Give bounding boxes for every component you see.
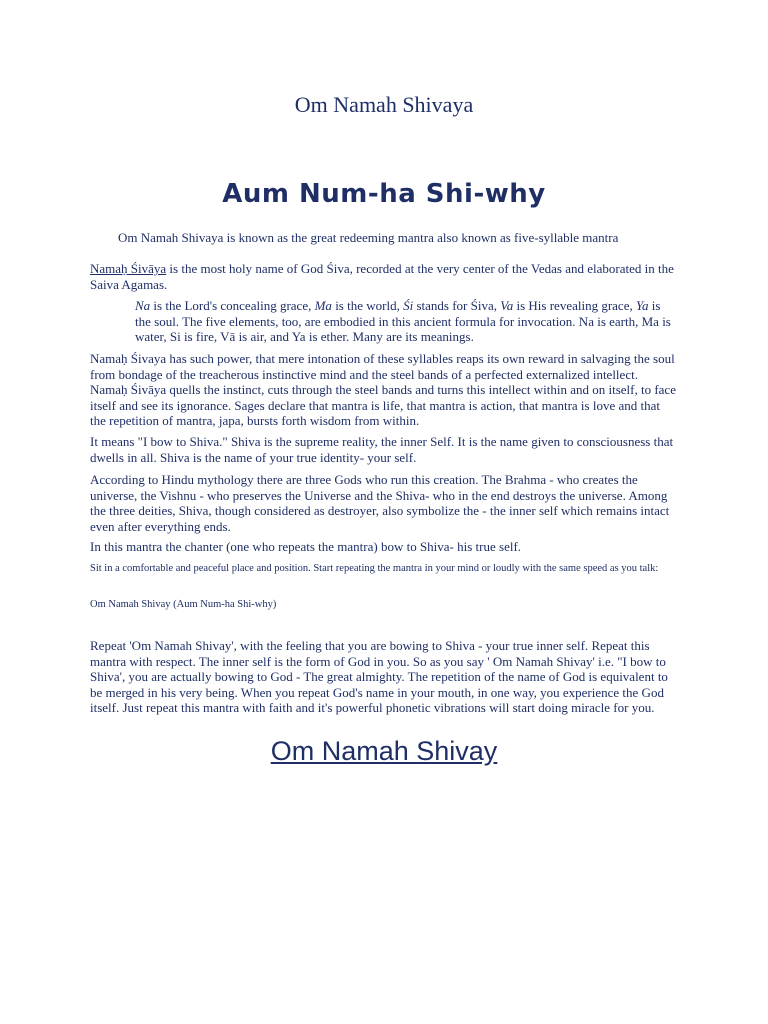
paragraph-namah-sivaya (90, 261, 676, 292)
paragraph-syllables (135, 298, 675, 345)
page-subtitle: Aum Num-ha Shi-why (222, 179, 546, 209)
paragraph-text: is the world, (331, 298, 404, 313)
paragraph-instructions: Sit in a comfortable and peaceful place and position. Start repeating the mantra in your mind or loudly with the same speed as you talk: (90, 563, 659, 574)
syllable-si: Śi (403, 298, 414, 313)
intro-text: Om Namah Shivaya is known as the great redeeming mantra also known as five-syllable mantra (118, 230, 619, 245)
paragraph-text: is the most holy name of God Śiva, recorded at the very center of the Vedas and elaborated in the Saiva Agamas. (90, 261, 674, 292)
paragraph-chanter: In this mantra the chanter (one who repeats the mantra) bow to Shiva- his true self. (90, 539, 522, 554)
syllable-ya: Ya (635, 298, 649, 313)
paragraph-text: is His revealing grace, (513, 298, 636, 313)
namah-sivaya-link[interactable]: Namaḥ Śivāya (90, 261, 167, 276)
paragraph-meaning: It means "I bow to Shiva." Shiva is the supreme reality, the inner Self. It is the name given to consciousness that dwells in all. Shiva is the name of your true identity- your self. (90, 434, 674, 465)
page-title: Om Namah Shivaya (294, 92, 474, 117)
syllable-na: Na (135, 298, 151, 313)
paragraph-text: stands for Śiva, (413, 298, 501, 313)
paragraph-mantra: Om Namah Shivay (Aum Num-ha Shi-why) (90, 599, 277, 610)
syllable-va: Va (500, 298, 514, 313)
paragraph-text: is the soul. The five elements, too, are embodied in this ancient formula for invocation. Na is earth, Ma is water, Si is fire, Vā is air, and Ya is ether. Many are its meanings. (135, 298, 671, 344)
syllable-ma: Ma (314, 298, 332, 313)
paragraph-repeat: Repeat 'Om Namah Shivay', with the feeling that you are bowing to Shiva - your true inner self. Repeat this mantra with respect. The inner self is the form of God in you. So as you say ' Om Namah Shivay' i.e. "I bow to Shiva', you are actually bowing to God - The great almighty. The repetition of the name of God is equivalent to be merged in his very being. When you repeat God's name in your mouth, in one way, you experience the God itself. Just repeat this mantra with faith and it's powerful phonetic vibrations will start doing miracle for you. (90, 638, 668, 715)
om-namah-shivay-link[interactable]: Om Namah Shivay (270, 736, 498, 766)
paragraph-power: Namaḥ Śivaya has such power, that mere intonation of these syllables reaps its own reward in salvaging the soul from bondage of the treacherous instinctive mind and the steel bands of a perfected externalized intellect. Namaḥ Śivāya quells the instinct, cuts through the steel bands and turns this intellect within and on itself, to face itself and see its ignorance. Sages declare that mantra is life, that mantra is action, that mantra is love and that the repetition of mantra, japa, bursts forth wisdom from within. (90, 351, 676, 428)
paragraph-mythology: According to Hindu mythology there are three Gods who run this creation. The Brahma - who creates the universe, the Vishnu - who preserves the Universe and the Shiva- who in the end destroys the universe. Among the three deities, Shiva, though considered as destroyer, also symbolize the - the inner self which remains intact even after everything ends. (90, 472, 670, 534)
paragraph-text: is the Lord's concealing grace, (150, 298, 315, 313)
